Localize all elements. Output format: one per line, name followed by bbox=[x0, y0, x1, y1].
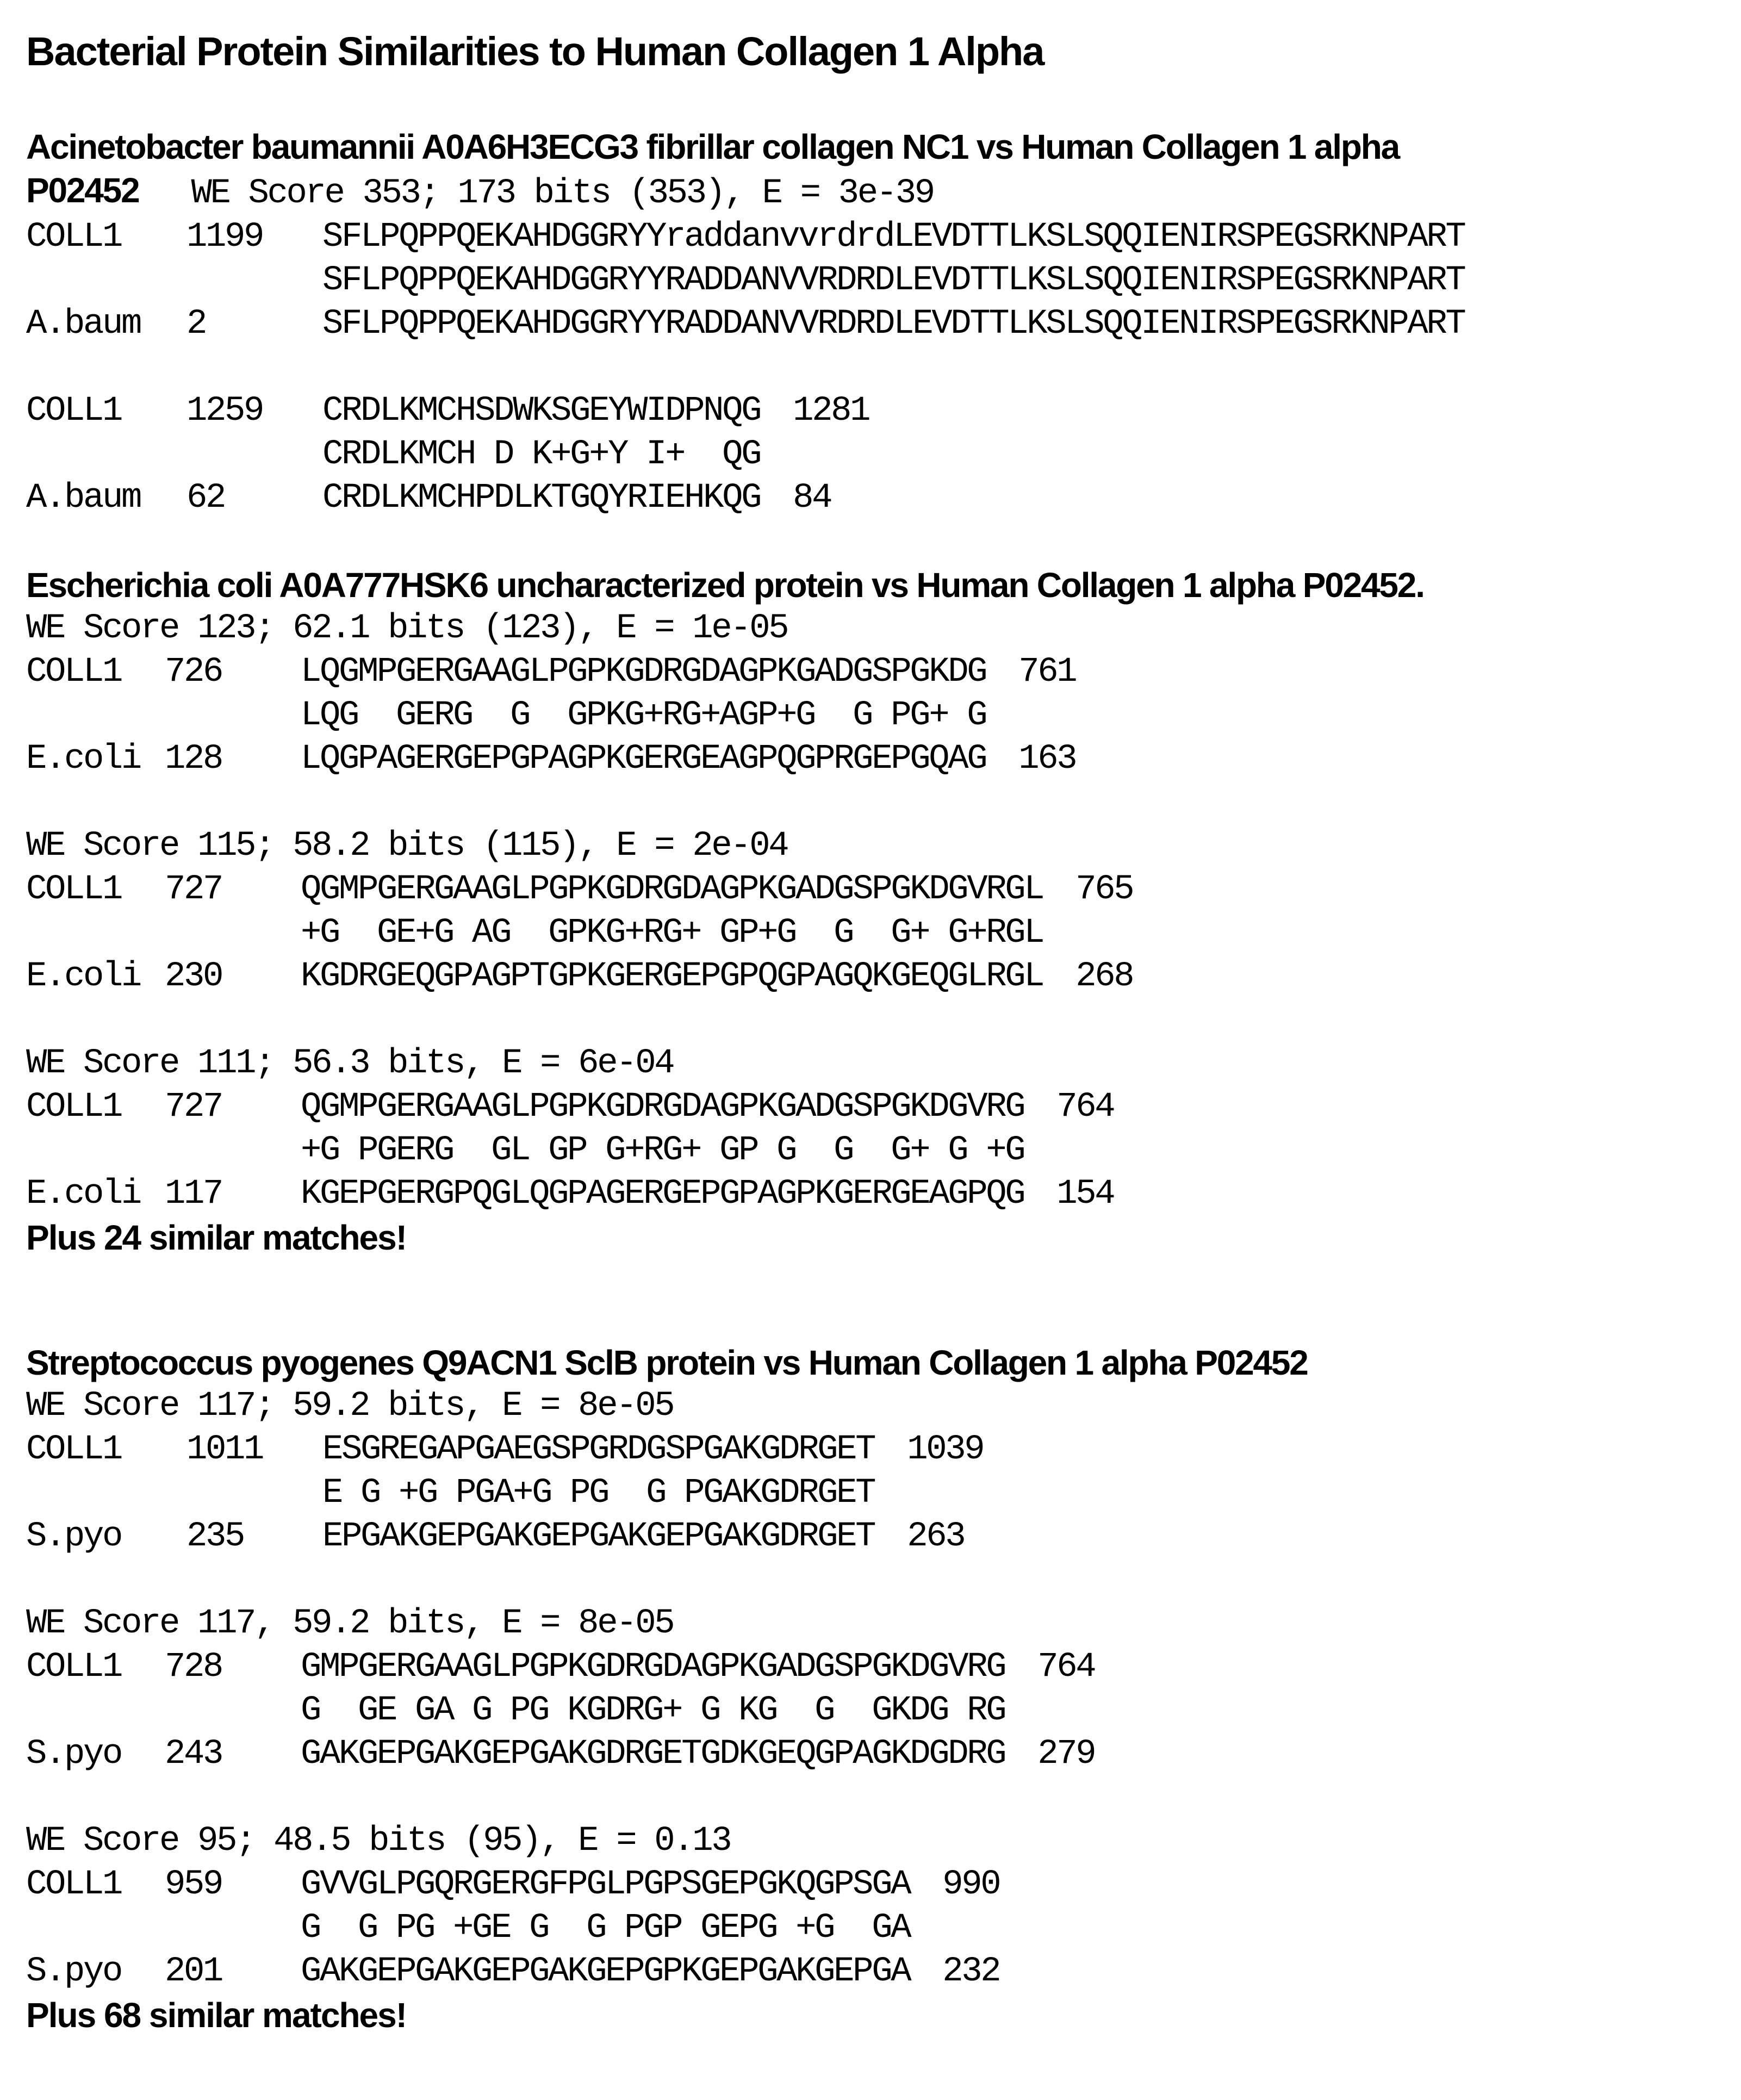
sequence: GAKGEPGAKGEPGAKGEPGPKGEPGAKGEPGA bbox=[301, 1952, 910, 1991]
sequence: KGEPGERGPQGLQGPAGERGEPGPAGPKGERGEAGPQG bbox=[301, 1175, 1024, 1214]
sequence-name: E.coli bbox=[26, 957, 141, 996]
start-position: 1011 bbox=[186, 1430, 263, 1469]
section-heading: Acinetobacter baumannii A0A6H3ECG3 fibrillar collagen NC1 vs Human Collagen 1 alpha bbox=[26, 127, 1400, 166]
start-position: 62 bbox=[186, 479, 225, 518]
end-position: 232 bbox=[942, 1952, 1000, 1991]
query-row bbox=[26, 868, 1741, 911]
score-line: WE Score 111; 56.3 bits, E = 6e-04 bbox=[26, 1044, 674, 1083]
alignment-block bbox=[26, 1042, 1741, 1216]
heading-accession: P02452 bbox=[26, 171, 139, 210]
end-position: 84 bbox=[793, 479, 831, 518]
sequence: SFLPQPPQEKAHDGGRYYRADDANVVRDRDLEVDTTLKSLSQQIENIRSPEGSRKNPART bbox=[322, 305, 1465, 344]
similar-matches-note: Plus 24 similar matches! bbox=[26, 1218, 407, 1257]
start-position: 128 bbox=[165, 740, 222, 779]
match-row bbox=[26, 1471, 1741, 1515]
query-row bbox=[26, 1428, 1741, 1471]
similar-matches-note: Plus 68 similar matches! bbox=[26, 1996, 407, 2035]
sequence-name: COLL1 bbox=[26, 870, 122, 909]
end-position: 279 bbox=[1037, 1735, 1095, 1774]
subject-row bbox=[26, 955, 1741, 998]
sequence: GAKGEPGAKGEPGAKGDRGETGDKGEQGPAGKDGDRG bbox=[301, 1735, 1005, 1774]
start-position: 727 bbox=[165, 1088, 222, 1127]
page-title: Bacterial Protein Similarities to Human Collagen 1 Alpha bbox=[26, 29, 1044, 74]
sequence-name: COLL1 bbox=[26, 218, 122, 257]
score-line: WE Score 117, 59.2 bits, E = 8e-05 bbox=[26, 1604, 674, 1643]
end-position: 263 bbox=[907, 1517, 965, 1556]
sequence: SFLPQPPQEKAHDGGRYYraddanvvrdrdLEVDTTLKSLSQQIENIRSPEGSRKNPART bbox=[322, 218, 1465, 257]
score-line: WE Score 95; 48.5 bits (95), E = 0.13 bbox=[26, 1822, 731, 1861]
sequence: ESGREGAPGAEGSPGRDGSPGAKGDRGET bbox=[322, 1430, 875, 1469]
sequence: LQGMPGERGAAGLPGPKGDRGDAGPKGADGSPGKDG bbox=[301, 653, 986, 692]
section-heading: Streptococcus pyogenes Q9ACN1 SclB protein vs Human Collagen 1 alpha P02452 bbox=[26, 1343, 1308, 1382]
match-row bbox=[26, 1906, 1741, 1950]
start-position: 1259 bbox=[186, 392, 263, 431]
sequence: KGDRGEQGPAGPTGPKGERGEPGPQGPAGQKGEQGLRGL bbox=[301, 957, 1043, 996]
sequence-name: S.pyo bbox=[26, 1735, 122, 1774]
end-position: 1281 bbox=[793, 392, 869, 431]
subject-row bbox=[26, 1172, 1741, 1216]
subject-row bbox=[26, 1515, 1741, 1558]
section-acinetobacter bbox=[26, 125, 1741, 520]
sequence-name: E.coli bbox=[26, 1175, 141, 1214]
match-line: G G PG +GE G G PGP GEPG +G GA bbox=[301, 1909, 910, 1948]
match-row bbox=[26, 259, 1741, 302]
match-row bbox=[26, 1129, 1741, 1172]
end-position: 765 bbox=[1075, 870, 1133, 909]
alignment-block bbox=[26, 1384, 1741, 1558]
match-line: E G +G PGA+G PG G PGAKGDRGET bbox=[322, 1474, 875, 1513]
sequence: CRDLKMCHPDLKTGQYRIEHKQG bbox=[322, 479, 761, 518]
end-position: 764 bbox=[1037, 1648, 1095, 1687]
start-position: 117 bbox=[165, 1175, 222, 1214]
match-line: SFLPQPPQEKAHDGGRYYRADDANVVRDRDLEVDTTLKSLSQQIENIRSPEGSRKNPART bbox=[322, 261, 1465, 300]
alignment-block bbox=[26, 1819, 1741, 1993]
sequence-name: COLL1 bbox=[26, 1430, 122, 1469]
start-position: 243 bbox=[165, 1735, 222, 1774]
match-line: G GE GA G PG KGDRG+ G KG G GKDG RG bbox=[301, 1691, 1005, 1730]
end-position: 268 bbox=[1075, 957, 1133, 996]
start-position: 1199 bbox=[186, 218, 263, 257]
match-line: +G GE+G AG GPKG+RG+ GP+G G G+ G+RGL bbox=[301, 914, 1043, 953]
score-line: WE Score 353; 173 bits (353), E = 3e-39 bbox=[191, 174, 934, 213]
start-position: 728 bbox=[165, 1648, 222, 1687]
sequence-name: A.baum bbox=[26, 305, 141, 344]
sequence-name: COLL1 bbox=[26, 1088, 122, 1127]
sequence: EPGAKGEPGAKGEPGAKGEPGAKGDRGET bbox=[322, 1517, 875, 1556]
start-position: 201 bbox=[165, 1952, 222, 1991]
sequence-name: S.pyo bbox=[26, 1517, 122, 1556]
score-line: WE Score 115; 58.2 bits (115), E = 2e-04 bbox=[26, 827, 788, 866]
query-row bbox=[26, 215, 1741, 259]
subject-row bbox=[26, 1732, 1741, 1776]
start-position: 235 bbox=[186, 1517, 244, 1556]
alignment-block bbox=[26, 607, 1741, 781]
subject-row bbox=[26, 737, 1741, 781]
match-row bbox=[26, 1689, 1741, 1732]
end-position: 761 bbox=[1018, 653, 1076, 692]
match-row bbox=[26, 433, 1741, 476]
start-position: 2 bbox=[186, 305, 206, 344]
query-row bbox=[26, 389, 1741, 433]
subject-row bbox=[26, 1950, 1741, 1993]
sequence-name: COLL1 bbox=[26, 1865, 122, 1904]
match-line: CRDLKMCH D K+G+Y I+ QG bbox=[322, 435, 761, 474]
sequence-name: COLL1 bbox=[26, 392, 122, 431]
section-heading: Escherichia coli A0A777HSK6 uncharacterized protein vs Human Collagen 1 alpha P02452. bbox=[26, 566, 1424, 605]
sequence: LQGPAGERGEPGPAGPKGERGEAGPQGPRGEPGQAG bbox=[301, 740, 986, 779]
sequence-name: S.pyo bbox=[26, 1952, 122, 1991]
sequence: GMPGERGAAGLPGPKGDRGDAGPKGADGSPGKDGVRG bbox=[301, 1648, 1005, 1687]
sequence: GVVGLPGQRGERGFPGLPGPSGEPGKQGPSGA bbox=[301, 1865, 910, 1904]
alignment-block bbox=[26, 824, 1741, 998]
sequence: QGMPGERGAAGLPGPKGDRGDAGPKGADGSPGKDGVRG bbox=[301, 1088, 1024, 1127]
heading-accession-line bbox=[26, 169, 1741, 215]
end-position: 154 bbox=[1056, 1175, 1114, 1214]
start-position: 727 bbox=[165, 870, 222, 909]
sequence: CRDLKMCHSDWKSGEYWIDPNQG bbox=[322, 392, 761, 431]
start-position: 230 bbox=[165, 957, 222, 996]
query-row bbox=[26, 1863, 1741, 1906]
sequence-name: A.baum bbox=[26, 479, 141, 518]
query-row bbox=[26, 1085, 1741, 1129]
match-line: LQG GERG G GPKG+RG+AGP+G G PG+ G bbox=[301, 696, 986, 735]
sequence-name: E.coli bbox=[26, 740, 141, 779]
end-position: 163 bbox=[1018, 740, 1076, 779]
sequence-name: COLL1 bbox=[26, 1648, 122, 1687]
end-position: 1039 bbox=[907, 1430, 984, 1469]
sequence: QGMPGERGAAGLPGPKGDRGDAGPKGADGSPGKDGVRGL bbox=[301, 870, 1043, 909]
query-row bbox=[26, 1645, 1741, 1689]
query-row bbox=[26, 650, 1741, 694]
score-line: WE Score 123; 62.1 bits (123), E = 1e-05 bbox=[26, 609, 788, 648]
subject-row bbox=[26, 302, 1741, 346]
alignment-block bbox=[26, 1602, 1741, 1776]
end-position: 764 bbox=[1056, 1088, 1114, 1127]
alignment-block bbox=[26, 389, 1741, 520]
alignment-block bbox=[26, 215, 1741, 346]
match-row bbox=[26, 911, 1741, 955]
score-line: WE Score 117; 59.2 bits, E = 8e-05 bbox=[26, 1387, 674, 1426]
end-position: 990 bbox=[942, 1865, 1000, 1904]
match-line: +G PGERG GL GP G+RG+ GP G G G+ G +G bbox=[301, 1131, 1024, 1170]
subject-row bbox=[26, 476, 1741, 520]
sequence-name: COLL1 bbox=[26, 653, 122, 692]
match-row bbox=[26, 694, 1741, 737]
start-position: 959 bbox=[165, 1865, 222, 1904]
section-streptococcus bbox=[26, 1341, 1741, 2037]
section-escherichia bbox=[26, 563, 1741, 1259]
start-position: 726 bbox=[165, 653, 222, 692]
